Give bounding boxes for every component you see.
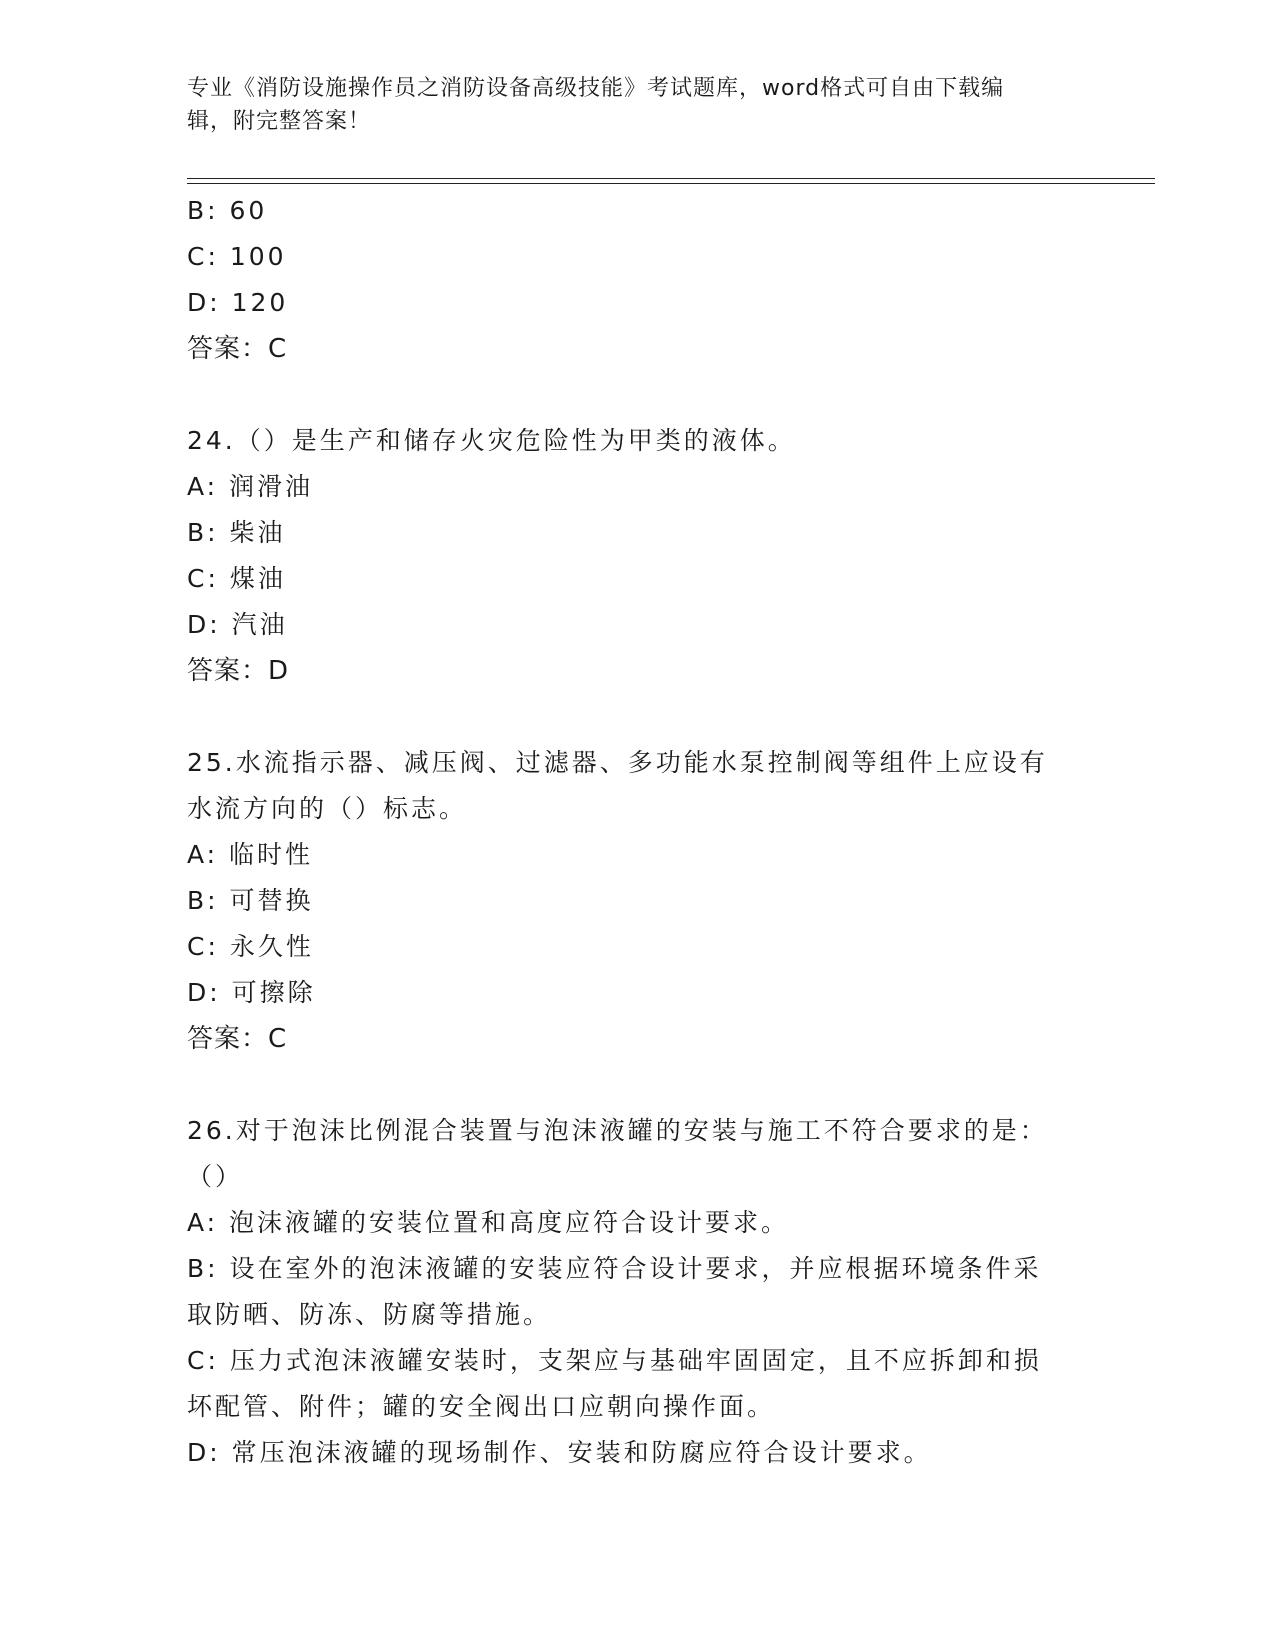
q23-option-d: D: 120 [187,288,289,317]
q25-answer: 答案：C [187,1024,288,1054]
q24-question: 24.（）是生产和储存火灾危险性为甲类的液体。 [187,426,796,455]
q24-option-c: C: 煤油 [187,564,286,593]
q23-option-c: C: 100 [187,242,287,271]
document-header [187,72,1087,138]
q25-option-a: A: 临时性 [187,840,314,869]
q26-option-d: D: 常压泡沫液罐的现场制作、安装和防腐应符合设计要求。 [187,1438,932,1467]
spacer [187,1062,1087,1108]
q24-option-a: A: 润滑油 [187,472,314,501]
q26-option-c-line-1: C: 压力式泡沫液罐安装时，支架应与基础牢固固定，且不应拆卸和损 [187,1346,1042,1375]
q26-option-a: A: 泡沫液罐的安装位置和高度应符合设计要求。 [187,1208,790,1237]
q25-option-c: C: 永久性 [187,932,314,961]
spacer [187,372,1087,418]
q26-question-line-2: （） [187,1162,244,1191]
q24-option-b: B: 柴油 [187,518,286,547]
header-rule-top [187,178,1155,179]
q26-option-c-line-2: 坏配管、附件；罐的安全阀出口应朝向操作面。 [187,1392,776,1421]
q25-option-b: B: 可替换 [187,886,314,915]
q25-question-line-2: 水流方向的（）标志。 [187,794,468,823]
q26-question-line-1: 26.对于泡沫比例混合装置与泡沫液罐的安装与施工不符合要求的是： [187,1116,1048,1145]
q23-answer: 答案：C [187,334,288,364]
header-line-2: 辑，附完整答案！ [187,109,372,134]
q25-question-line-1: 25.水流指示器、减压阀、过滤器、多功能水泵控制阀等组件上应设有 [187,748,1048,777]
q26-option-b-line-1: B: 设在室外的泡沫液罐的安装应符合设计要求，并应根据环境条件采 [187,1254,1042,1283]
question-content [187,188,1087,1476]
header-rule-bottom [187,183,1155,184]
q25-option-d: D: 可擦除 [187,978,316,1007]
q23-option-b: B: 60 [187,196,268,225]
q24-answer: 答案：D [187,656,290,686]
spacer [187,694,1087,740]
header-line-1: 专业《消防设施操作员之消防设备高级技能》考试题库，word格式可自由下载编 [187,76,1005,101]
q24-option-d: D: 汽油 [187,610,288,639]
q26-option-b-line-2: 取防晒、防冻、防腐等措施。 [187,1300,552,1329]
